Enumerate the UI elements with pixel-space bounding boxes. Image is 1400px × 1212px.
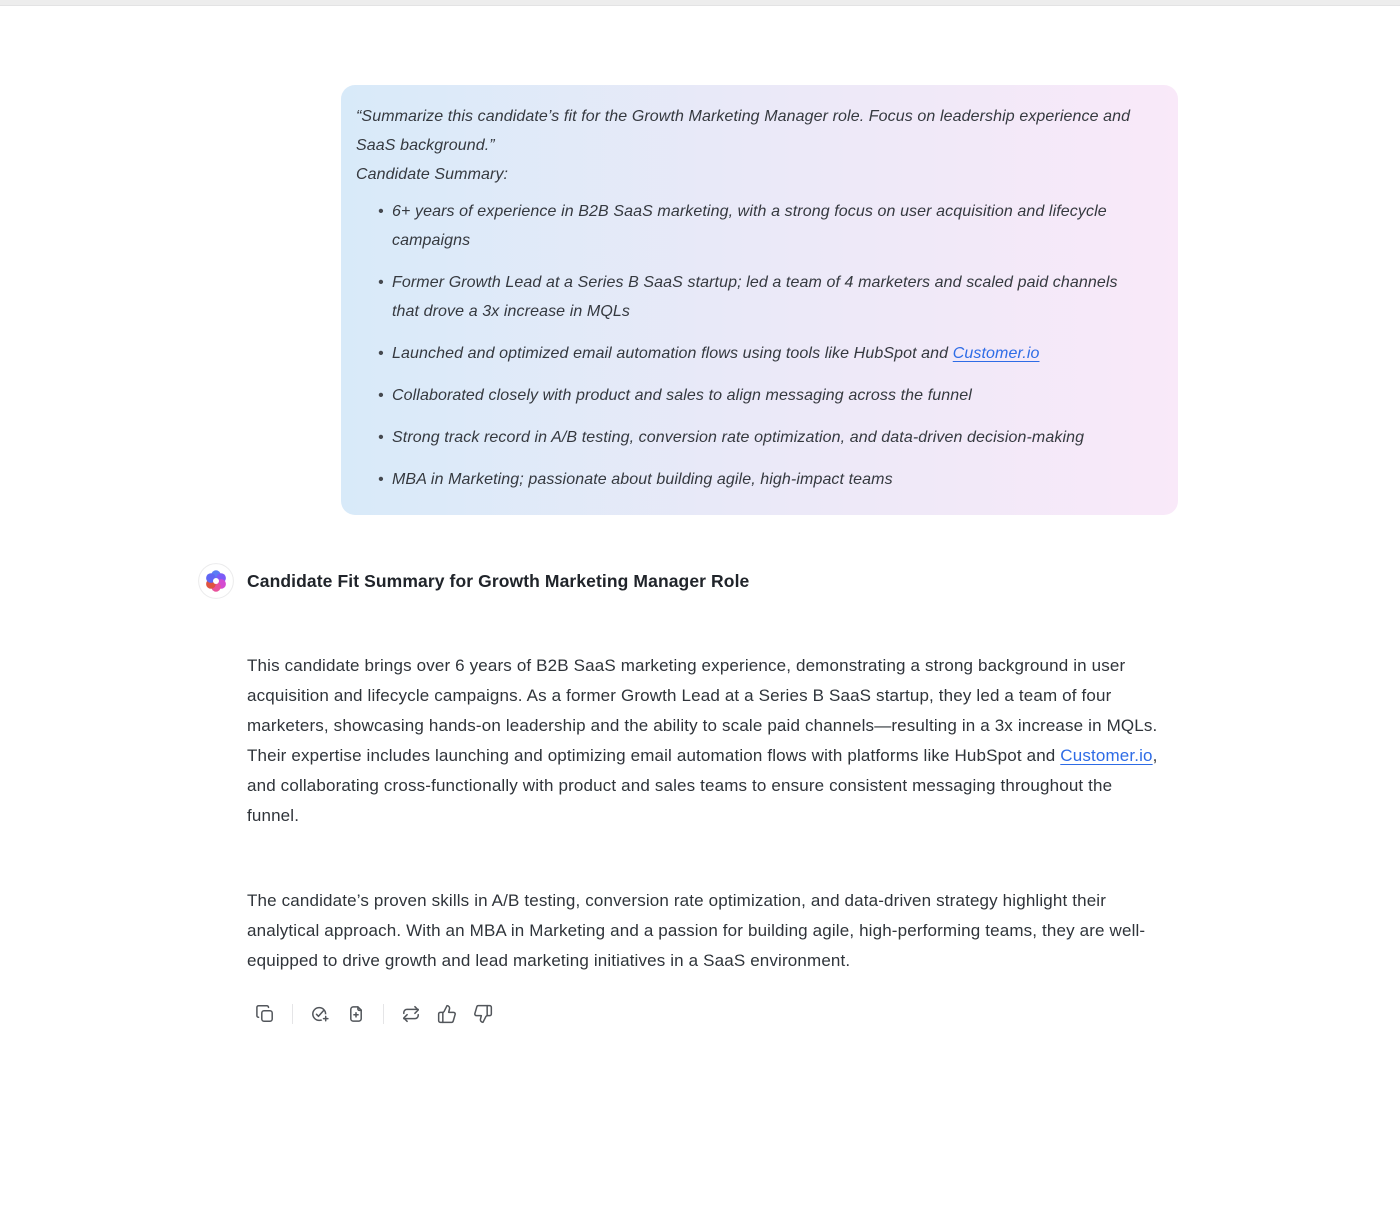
response-toolbar [254,1003,1400,1025]
bullet-dot: • [378,203,384,220]
top-border [0,0,1400,6]
create-task-button[interactable] [309,1003,331,1025]
bullet-dot: • [378,471,384,488]
summary-bullet-item [378,465,1144,494]
response-paragraph-1 [247,651,1159,831]
candidate-summary-label: Candidate Summary: [356,166,509,183]
bullet-text: Collaborated closely with product and sales to align messaging across the funnel [392,387,972,404]
toolbar-divider [292,1004,293,1024]
bullet-text: Launched and optimized email automation flows using tools like HubSpot and Customer.io [392,345,1040,362]
candidate-summary-list [356,197,1144,494]
regenerate-button[interactable] [400,1003,422,1025]
bullet-text: Strong track record in A/B testing, conversion rate optimization, and data-driven decision-making [392,429,1085,446]
bullet-text: MBA in Marketing; passionate about building agile, high-impact teams [392,471,893,488]
thumbs-up-button[interactable] [436,1003,458,1025]
summary-bullet-item [378,381,1144,410]
thumbs-down-icon [473,1004,493,1024]
bullet-dot: • [378,345,384,362]
regenerate-icon [401,1004,421,1024]
paragraph-text: , and collaborating cross-functionally with product and sales teams to ensure consistent messaging throughout the funnel. [247,746,1158,825]
summary-bullet-item [378,268,1144,326]
customerio-link[interactable]: Customer.io [952,345,1040,362]
customerio-link[interactable]: Customer.io [1060,746,1153,765]
thumbs-down-button[interactable] [472,1003,494,1025]
bullet-dot: • [378,274,384,291]
response-paragraph-2: The candidate’s proven skills in A/B testing, conversion rate optimization, and data-driven strategy highlight their analytical approach. With an MBA in Marketing and a passion for building agile, high-performing teams, they are well-equipped to drive growth and lead marketing initiatives in a SaaS environment. [247,891,1146,970]
bullet-dot: • [378,429,384,446]
response-title: Candidate Fit Summary for Growth Marketing Manager Role [247,570,750,591]
summary-bullet-item [378,197,1144,255]
ai-flower-icon [198,563,234,599]
bullet-text: Former Growth Lead at a Series B SaaS startup; led a team of 4 marketers and scaled paid channels that drove a 3x increase in MQLs [392,274,1118,320]
thumbs-up-icon [437,1004,457,1024]
bullet-dot: • [378,387,384,404]
assistant-header [198,563,1400,599]
summary-bullet-item [378,423,1144,452]
document-plus-icon [346,1004,366,1024]
ai-avatar [198,563,234,599]
user-prompt-text: “Summarize this candidate’s fit for the Growth Marketing Manager role. Focus on leadership experience and SaaS background.” [356,108,1131,154]
bullet-text: 6+ years of experience in B2B SaaS marketing, with a strong focus on user acquisition and lifecycle campaigns [392,203,1107,249]
toolbar-divider [383,1004,384,1024]
copy-icon [255,1004,275,1024]
copy-button[interactable] [254,1003,276,1025]
summary-bullet-item [378,339,1144,368]
circle-check-plus-icon [310,1004,330,1024]
paragraph-text: This candidate brings over 6 years of B2B SaaS marketing experience, demonstrating a strong background in user acquisition and lifecycle campaigns. As a former Growth Lead at a Series B SaaS startup, they led a team of four marketers, showcasing hands-on leadership and the ability to scale paid channels—resulting in a 3x increase in MQLs. Their expertise includes launching and optimizing email automation flows with platforms like HubSpot and [247,656,1158,765]
add-to-doc-button[interactable] [345,1003,367,1025]
user-message-bubble [341,85,1178,515]
